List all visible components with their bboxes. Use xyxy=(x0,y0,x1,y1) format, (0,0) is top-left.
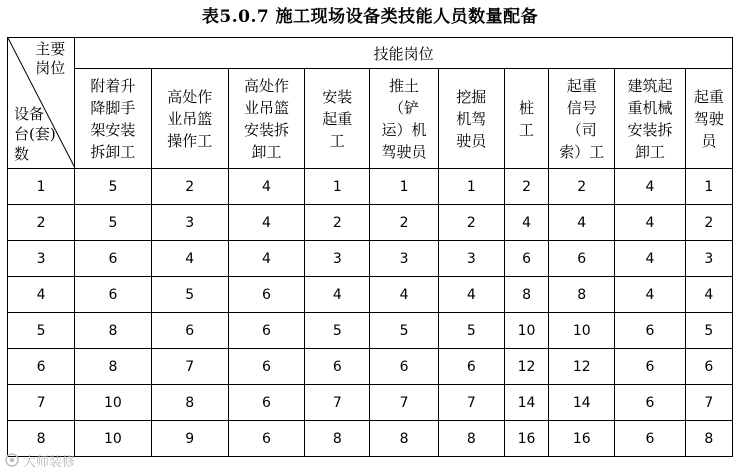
staff-count-cell: 2 xyxy=(370,205,438,241)
staff-count-cell: 4 xyxy=(615,277,685,313)
staff-count-cell: 6 xyxy=(438,349,504,385)
staff-count-cell: 5 xyxy=(370,313,438,349)
table-row xyxy=(8,349,733,385)
brand-logo-icon xyxy=(4,453,20,467)
staff-count-cell: 6 xyxy=(75,277,151,313)
staff-count-cell: 6 xyxy=(504,241,548,277)
staff-count-cell: 12 xyxy=(549,349,615,385)
staff-count-cell: 3 xyxy=(438,241,504,277)
staff-count-cell: 8 xyxy=(151,385,228,421)
staff-count-cell: 10 xyxy=(549,313,615,349)
staff-count-cell: 2 xyxy=(305,205,370,241)
staff-count-cell: 8 xyxy=(438,421,504,457)
staffing-table xyxy=(7,37,733,457)
column-header xyxy=(504,69,548,169)
staff-count-cell: 1 xyxy=(305,169,370,205)
column-header-label: 高处作 业吊篮 操作工 xyxy=(167,87,213,150)
staff-count-cell: 14 xyxy=(549,385,615,421)
table-title: 表5.0.7 施工现场设备类技能人员数量配备 xyxy=(201,7,539,27)
column-header xyxy=(228,69,304,169)
table-row xyxy=(8,205,733,241)
staff-count-cell: 5 xyxy=(151,277,228,313)
staff-count-cell: 4 xyxy=(228,169,304,205)
column-header-label: 起重 信号 （司 索）工 xyxy=(559,76,605,161)
staff-count-cell: 16 xyxy=(549,421,615,457)
column-header xyxy=(151,69,228,169)
column-header-label: 起重 驾驶 员 xyxy=(693,87,724,150)
staff-count-cell: 7 xyxy=(685,385,732,421)
staff-count-cell: 4 xyxy=(228,241,304,277)
staff-count-cell: 6 xyxy=(228,421,304,457)
staff-count-cell: 8 xyxy=(75,313,151,349)
table-row xyxy=(8,385,733,421)
staff-count-cell: 5 xyxy=(438,313,504,349)
staff-count-cell: 6 xyxy=(228,385,304,421)
table-row xyxy=(8,421,733,457)
staff-count-cell: 6 xyxy=(615,421,685,457)
table-row xyxy=(8,313,733,349)
staff-count-cell: 1 xyxy=(438,169,504,205)
column-header-label: 挖掘 机驾 驶员 xyxy=(456,87,487,150)
equipment-count-cell: 6 xyxy=(8,349,75,385)
staff-count-cell: 4 xyxy=(370,277,438,313)
staff-count-cell: 3 xyxy=(685,241,732,277)
corner-label-equipment: 设备 台(套) 数 xyxy=(14,105,56,163)
staff-count-cell: 8 xyxy=(305,421,370,457)
equipment-count-cell: 5 xyxy=(8,313,75,349)
staff-count-cell: 5 xyxy=(685,313,732,349)
staff-count-cell: 5 xyxy=(75,169,151,205)
column-header xyxy=(685,69,732,169)
table-row xyxy=(8,277,733,313)
staff-count-cell: 5 xyxy=(75,205,151,241)
staff-count-cell: 4 xyxy=(615,241,685,277)
table-row xyxy=(8,241,733,277)
header-corner-cell xyxy=(8,38,75,169)
staff-count-cell: 6 xyxy=(228,313,304,349)
staff-count-cell: 1 xyxy=(370,169,438,205)
staff-count-cell: 4 xyxy=(615,205,685,241)
staff-count-cell: 8 xyxy=(549,277,615,313)
table-body xyxy=(8,169,733,457)
staff-count-cell: 2 xyxy=(151,169,228,205)
staff-count-cell: 6 xyxy=(615,385,685,421)
equipment-count-cell: 7 xyxy=(8,385,75,421)
equipment-count-cell: 2 xyxy=(8,205,75,241)
corner-label-position: 主要 岗位 xyxy=(35,40,66,77)
table-row xyxy=(8,169,733,205)
staff-count-cell: 8 xyxy=(685,421,732,457)
column-header-label: 附着升 降脚手 架安装 拆卸工 xyxy=(90,76,136,161)
staff-count-cell: 8 xyxy=(75,349,151,385)
staff-count-cell: 10 xyxy=(504,313,548,349)
staff-count-cell: 10 xyxy=(75,421,151,457)
staff-count-cell: 5 xyxy=(305,313,370,349)
staff-count-cell: 10 xyxy=(75,385,151,421)
staff-count-cell: 12 xyxy=(504,349,548,385)
staff-count-cell: 7 xyxy=(305,385,370,421)
staff-count-cell: 6 xyxy=(151,313,228,349)
staff-count-cell: 6 xyxy=(370,349,438,385)
column-header xyxy=(305,69,370,169)
equipment-count-cell: 4 xyxy=(8,277,75,313)
staff-count-cell: 4 xyxy=(504,205,548,241)
staff-count-cell: 3 xyxy=(370,241,438,277)
column-header xyxy=(75,69,151,169)
staff-count-cell: 4 xyxy=(228,205,304,241)
staff-count-cell: 2 xyxy=(549,169,615,205)
staff-count-cell: 2 xyxy=(504,169,548,205)
equipment-count-cell: 8 xyxy=(8,421,75,457)
staff-count-cell: 7 xyxy=(438,385,504,421)
staff-count-cell: 16 xyxy=(504,421,548,457)
staff-count-cell: 4 xyxy=(549,205,615,241)
watermark xyxy=(4,450,75,470)
staff-count-cell: 6 xyxy=(228,277,304,313)
staff-count-cell: 4 xyxy=(438,277,504,313)
staff-count-cell: 4 xyxy=(685,277,732,313)
staff-count-cell: 14 xyxy=(504,385,548,421)
staff-count-cell: 3 xyxy=(151,205,228,241)
staff-count-cell: 6 xyxy=(75,241,151,277)
column-header xyxy=(615,69,685,169)
column-header-row xyxy=(8,69,733,169)
staff-count-cell: 6 xyxy=(228,349,304,385)
skill-post-group-header: 技能岗位 xyxy=(75,38,733,69)
staff-count-cell: 4 xyxy=(615,169,685,205)
staff-count-cell: 6 xyxy=(615,349,685,385)
staff-count-cell: 2 xyxy=(685,205,732,241)
column-header xyxy=(438,69,504,169)
staff-count-cell: 8 xyxy=(504,277,548,313)
staff-count-cell: 4 xyxy=(305,277,370,313)
equipment-count-cell: 3 xyxy=(8,241,75,277)
staff-count-cell: 6 xyxy=(685,349,732,385)
staff-count-cell: 1 xyxy=(685,169,732,205)
equipment-count-cell: 1 xyxy=(8,169,75,205)
staff-count-cell: 2 xyxy=(438,205,504,241)
column-header xyxy=(549,69,615,169)
column-header-label: 建筑起 重机械 安装拆 卸工 xyxy=(627,76,673,161)
staff-count-cell: 6 xyxy=(615,313,685,349)
staff-count-cell: 7 xyxy=(151,349,228,385)
column-header-label: 推土 （铲 运）机 驾驶员 xyxy=(381,76,427,161)
column-header-label: 桩 工 xyxy=(519,98,535,139)
column-header-label: 安装 起重 工 xyxy=(322,87,353,150)
watermark-text: 大师装修 xyxy=(23,454,76,470)
column-header-label: 高处作 业吊篮 安装拆 卸工 xyxy=(244,76,290,161)
column-header xyxy=(370,69,438,169)
staff-count-cell: 6 xyxy=(549,241,615,277)
staff-count-cell: 8 xyxy=(370,421,438,457)
staff-count-cell: 4 xyxy=(151,241,228,277)
staff-count-cell: 9 xyxy=(151,421,228,457)
staff-count-cell: 7 xyxy=(370,385,438,421)
staff-count-cell: 6 xyxy=(305,349,370,385)
staff-count-cell: 3 xyxy=(305,241,370,277)
